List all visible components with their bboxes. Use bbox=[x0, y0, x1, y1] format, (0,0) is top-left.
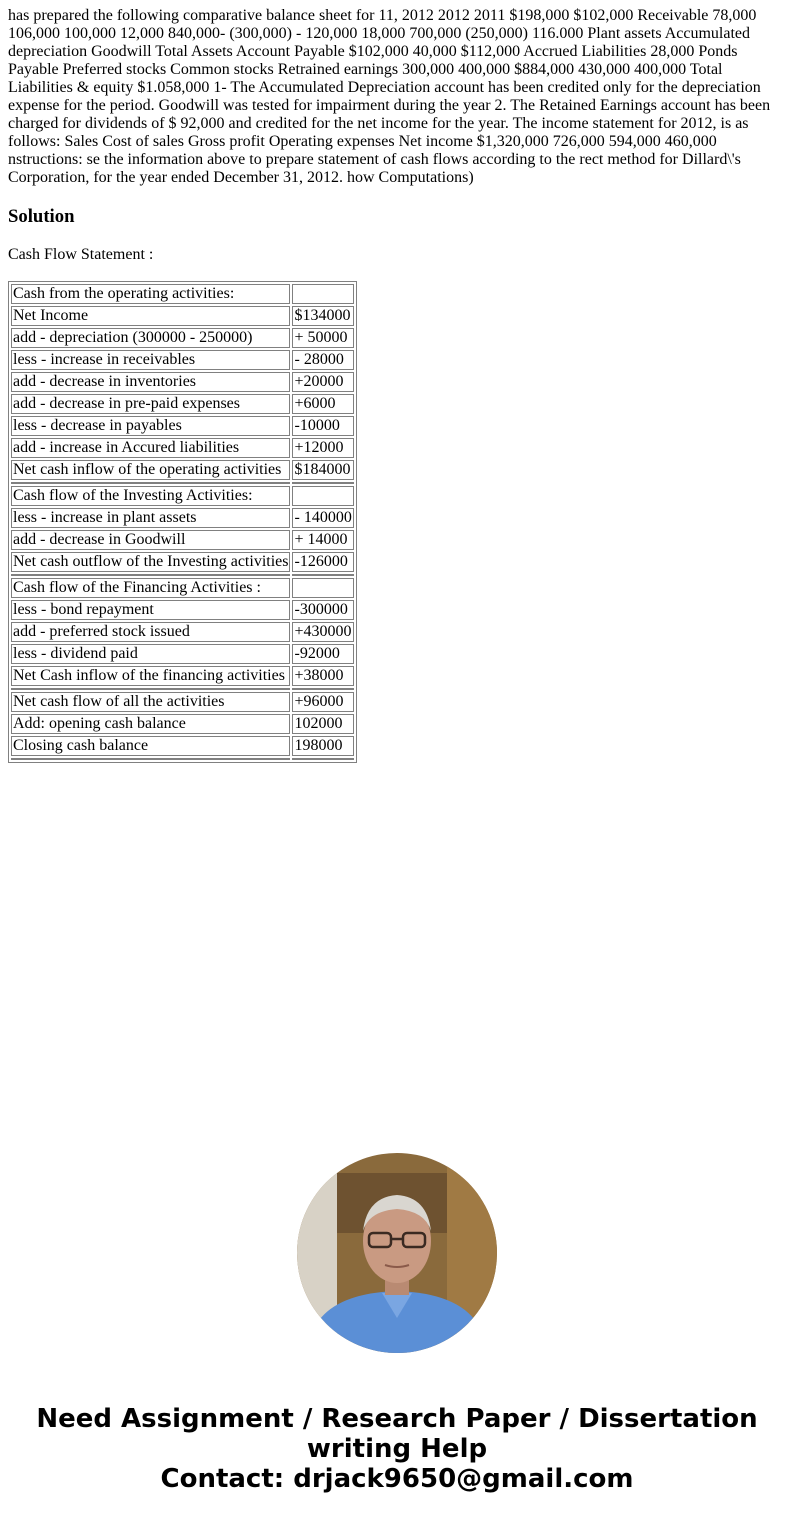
cash-flow-table bbox=[8, 281, 357, 763]
promo-text bbox=[0, 1404, 794, 1494]
table-row bbox=[11, 438, 354, 458]
separator-cell bbox=[11, 688, 290, 690]
table-row bbox=[11, 306, 354, 326]
table-row bbox=[11, 666, 354, 686]
row-label: add - decrease in pre-paid expenses bbox=[11, 394, 290, 414]
question-text: has prepared the following comparative balance sheet for 11, 2012 2012 2011 $198,000 $102,000 Receivable 78,000 106,000 100,000 12,000 840,000- (300,000) - 120,000 18,000 700,000 (250,000) 116.000 Plant assets Accumulated depreciation Goodwill Total Assets Account Payable $102,000 40,000 $112,000 Accrued Liabilities 28,000 Ponds Payable Preferred stocks Common stocks Retrained earnings 300,000 400,000 $884,000 430,000 400,000 Total Liabilities & equity $1.058,000 1- The Accumulated Depreciation account has been credited only for the depreciation expense for the period. Goodwill was tested for impairment during the year 2. The Retained Earnings account has been charged for dividends of $ 92,000 and credited for the net income for the year. The income statement for 2012, is as follows: Sales Cost of sales Gross profit Operating expenses Net income $1,320,000 726,000 594,000 460,000 nstructions: se the information above to prepare statement of cash flows according to the rect method for Dillard\'s Corporation, for the year ended December 31, 2012. how Computations) bbox=[8, 7, 771, 186]
author-photo bbox=[297, 1153, 497, 1353]
row-label: add - depreciation (300000 - 250000) bbox=[11, 328, 290, 348]
promo-line-1: Need Assignment / Research Paper / Dissertation bbox=[36, 1404, 758, 1434]
row-label: Cash flow of the Investing Activities: bbox=[11, 486, 290, 506]
row-label: add - decrease in Goodwill bbox=[11, 530, 290, 550]
table-row bbox=[11, 328, 354, 348]
author-avatar bbox=[297, 1153, 497, 1353]
row-label: Net cash flow of all the activities bbox=[11, 692, 290, 712]
row-amount: 198000 bbox=[292, 736, 353, 756]
row-amount: -10000 bbox=[292, 416, 353, 436]
table-row bbox=[11, 350, 354, 370]
table-row bbox=[11, 736, 354, 756]
separator-cell bbox=[11, 482, 290, 484]
section-separator bbox=[11, 482, 354, 484]
table-row bbox=[11, 416, 354, 436]
row-label: less - increase in receivables bbox=[11, 350, 290, 370]
row-amount: +6000 bbox=[292, 394, 353, 414]
row-amount: -126000 bbox=[292, 552, 353, 572]
row-amount: +430000 bbox=[292, 622, 353, 642]
row-label: Net Income bbox=[11, 306, 290, 326]
row-label: less - dividend paid bbox=[11, 644, 290, 664]
row-amount: + 14000 bbox=[292, 530, 353, 550]
separator-cell bbox=[292, 758, 353, 760]
row-amount: - 140000 bbox=[294, 509, 352, 526]
table-row bbox=[11, 600, 354, 620]
table-row bbox=[11, 530, 354, 550]
row-label: add - preferred stock issued bbox=[11, 622, 290, 642]
table-row bbox=[11, 644, 354, 664]
row-amount: $184000 bbox=[292, 460, 353, 480]
table-row bbox=[11, 578, 354, 598]
row-amount: +38000 bbox=[292, 666, 353, 686]
separator-cell bbox=[292, 688, 353, 690]
promo-contact: Contact: drjack9650@gmail.com bbox=[160, 1464, 634, 1494]
section-separator bbox=[11, 758, 354, 760]
row-label: less - increase in plant assets bbox=[11, 508, 290, 528]
separator-cell bbox=[11, 574, 290, 576]
row-label: less - decrease in payables bbox=[11, 416, 290, 436]
row-label: Net Cash inflow of the financing activities bbox=[11, 666, 290, 686]
table-row bbox=[11, 714, 354, 734]
table-row bbox=[11, 394, 354, 414]
section-separator bbox=[11, 688, 354, 690]
row-amount: + 50000 bbox=[292, 328, 353, 348]
row-amount: - 28000 bbox=[292, 350, 353, 370]
row-amount bbox=[292, 486, 353, 506]
row-amount bbox=[292, 284, 353, 304]
row-label: add - increase in Accured liabilities bbox=[11, 438, 290, 458]
row-amount: +20000 bbox=[292, 372, 353, 392]
row-label: add - decrease in inventories bbox=[11, 372, 290, 392]
table-row bbox=[11, 486, 354, 506]
table-row bbox=[11, 284, 354, 304]
separator-cell bbox=[292, 482, 353, 484]
row-label: Add: opening cash balance bbox=[11, 714, 290, 734]
solution-heading: Solution bbox=[8, 206, 75, 227]
row-label: Net cash outflow of the Investing activities bbox=[13, 553, 289, 570]
table-row bbox=[11, 508, 354, 528]
row-label: Cash flow of the Financing Activities : bbox=[11, 578, 290, 598]
row-amount: 102000 bbox=[292, 714, 353, 734]
row-label: Closing cash balance bbox=[11, 736, 290, 756]
table-row bbox=[11, 552, 354, 572]
row-label: Net cash inflow of the operating activities bbox=[11, 460, 290, 480]
row-amount: -92000 bbox=[292, 644, 353, 664]
section-separator bbox=[11, 574, 354, 576]
row-amount: $134000 bbox=[292, 306, 353, 326]
table-row bbox=[11, 622, 354, 642]
promo-line-2: writing Help bbox=[306, 1434, 488, 1464]
table-row bbox=[11, 460, 354, 480]
row-amount: +12000 bbox=[292, 438, 353, 458]
row-label: less - bond repayment bbox=[11, 600, 290, 620]
row-amount: -300000 bbox=[292, 600, 353, 620]
separator-cell bbox=[11, 758, 290, 760]
row-amount: +96000 bbox=[292, 692, 353, 712]
row-label: Cash from the operating activities: bbox=[11, 284, 290, 304]
cash-flow-intro: Cash Flow Statement : bbox=[8, 246, 154, 263]
row-amount bbox=[292, 578, 353, 598]
separator-cell bbox=[292, 574, 353, 576]
table-row bbox=[11, 692, 354, 712]
table-row bbox=[11, 372, 354, 392]
